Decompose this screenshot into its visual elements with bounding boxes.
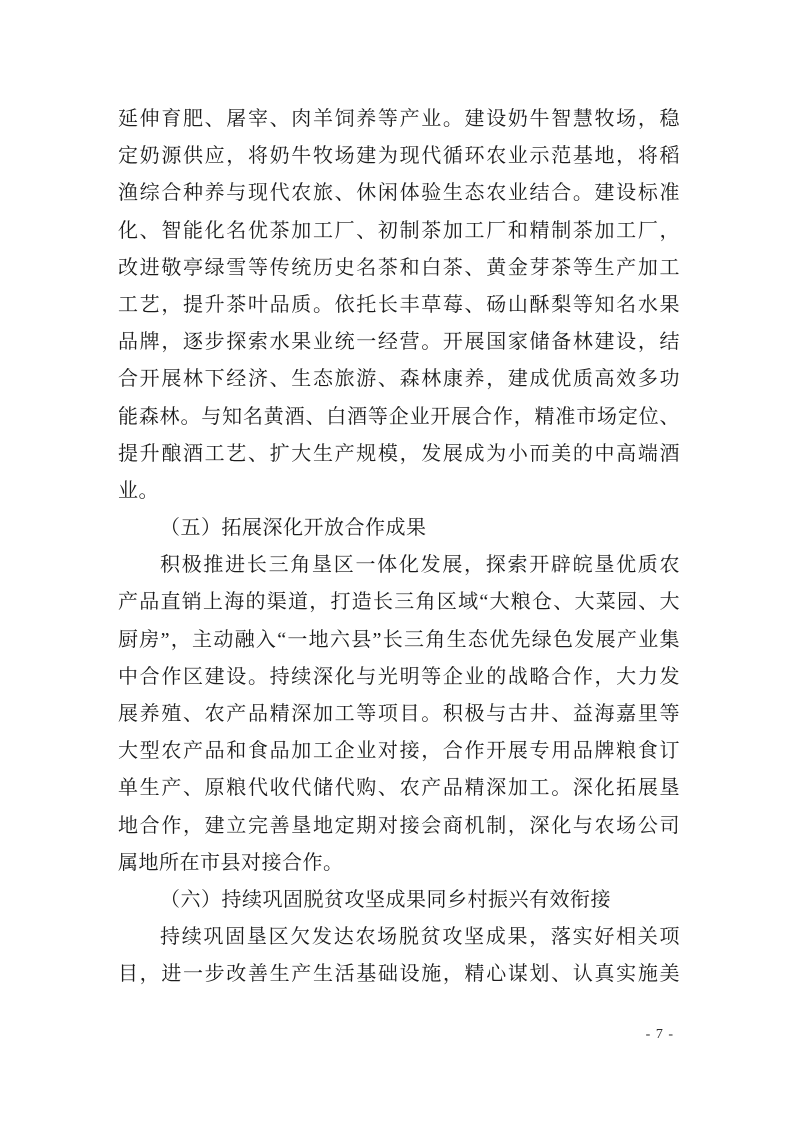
text-line: 厨房”，主动融入“一地六县”长三角生态优先绿色发展产业集 [118,628,680,651]
text-line: 品牌，逐步探索水果业统一经营。开展国家储备林建设，结 [118,331,680,354]
text-line: 能森林。与知名黄酒、白酒等企业开展合作，精准市场定位、 [118,405,680,428]
page-number: - 7 - [645,1027,674,1042]
text-line: 单生产、原粮代收代储代购、农产品精深加工。深化拓展垦 [118,777,680,800]
text-line: 目，进一步改善生产生活基础设施，精心谋划、认真实施美 [118,963,680,986]
section-heading: （六）持续巩固脱贫攻坚成果同乡村振兴有效衔接 [160,888,611,911]
text-line: 渔综合种养与现代农旅、休闲体验生态农业结合。建设标准 [118,182,680,205]
text-line: 产品直销上海的渠道，打造长三角区域“大粮仓、大菜园、大 [118,591,680,614]
text-line: 大型农产品和食品加工企业对接，合作开展专用品牌粮食订 [118,740,680,763]
text-line: 延伸育肥、屠宰、肉羊饲养等产业。建设奶牛智慧牧场，稳 [118,108,680,130]
text-line: 工艺，提升茶叶品质。依托长丰草莓、砀山酥梨等知名水果 [118,293,680,316]
text-line: 定奶源供应，将奶牛牧场建为现代循环农业示范基地，将稻 [118,145,680,168]
text-line: 业。 [118,479,159,502]
text-line: 改进敬亭绿雪等传统历史名茶和白茶、黄金芽茶等生产加工 [118,256,680,279]
text-line: 合开展林下经济、生态旅游、森林康养，建成优质高效多功 [118,368,680,391]
document-body [118,101,680,994]
section-heading: （五）拓展深化开放合作成果 [160,517,427,540]
text-line: 持续巩固垦区欠发达农场脱贫攻坚成果，落实好相关项 [160,926,680,949]
text-line: 中合作区建设。持续深化与光明等企业的战略合作，大力发 [118,665,680,688]
text-line: 展养殖、农产品精深加工等项目。积极与古井、益海嘉里等 [118,703,680,725]
text-line: 属地所在市县对接合作。 [118,851,344,874]
text-line: 化、智能化名优茶加工厂、初制茶加工厂和精制茶加工厂， [118,219,680,242]
text-line: 地合作，建立完善垦地定期对接会商机制，深化与农场公司 [118,814,680,837]
text-line: 积极推进长三角垦区一体化发展，探索开辟皖垦优质农 [160,554,680,577]
text-line: 提升酿酒工艺、扩大生产规模，发展成为小而美的中高端酒 [118,442,680,465]
